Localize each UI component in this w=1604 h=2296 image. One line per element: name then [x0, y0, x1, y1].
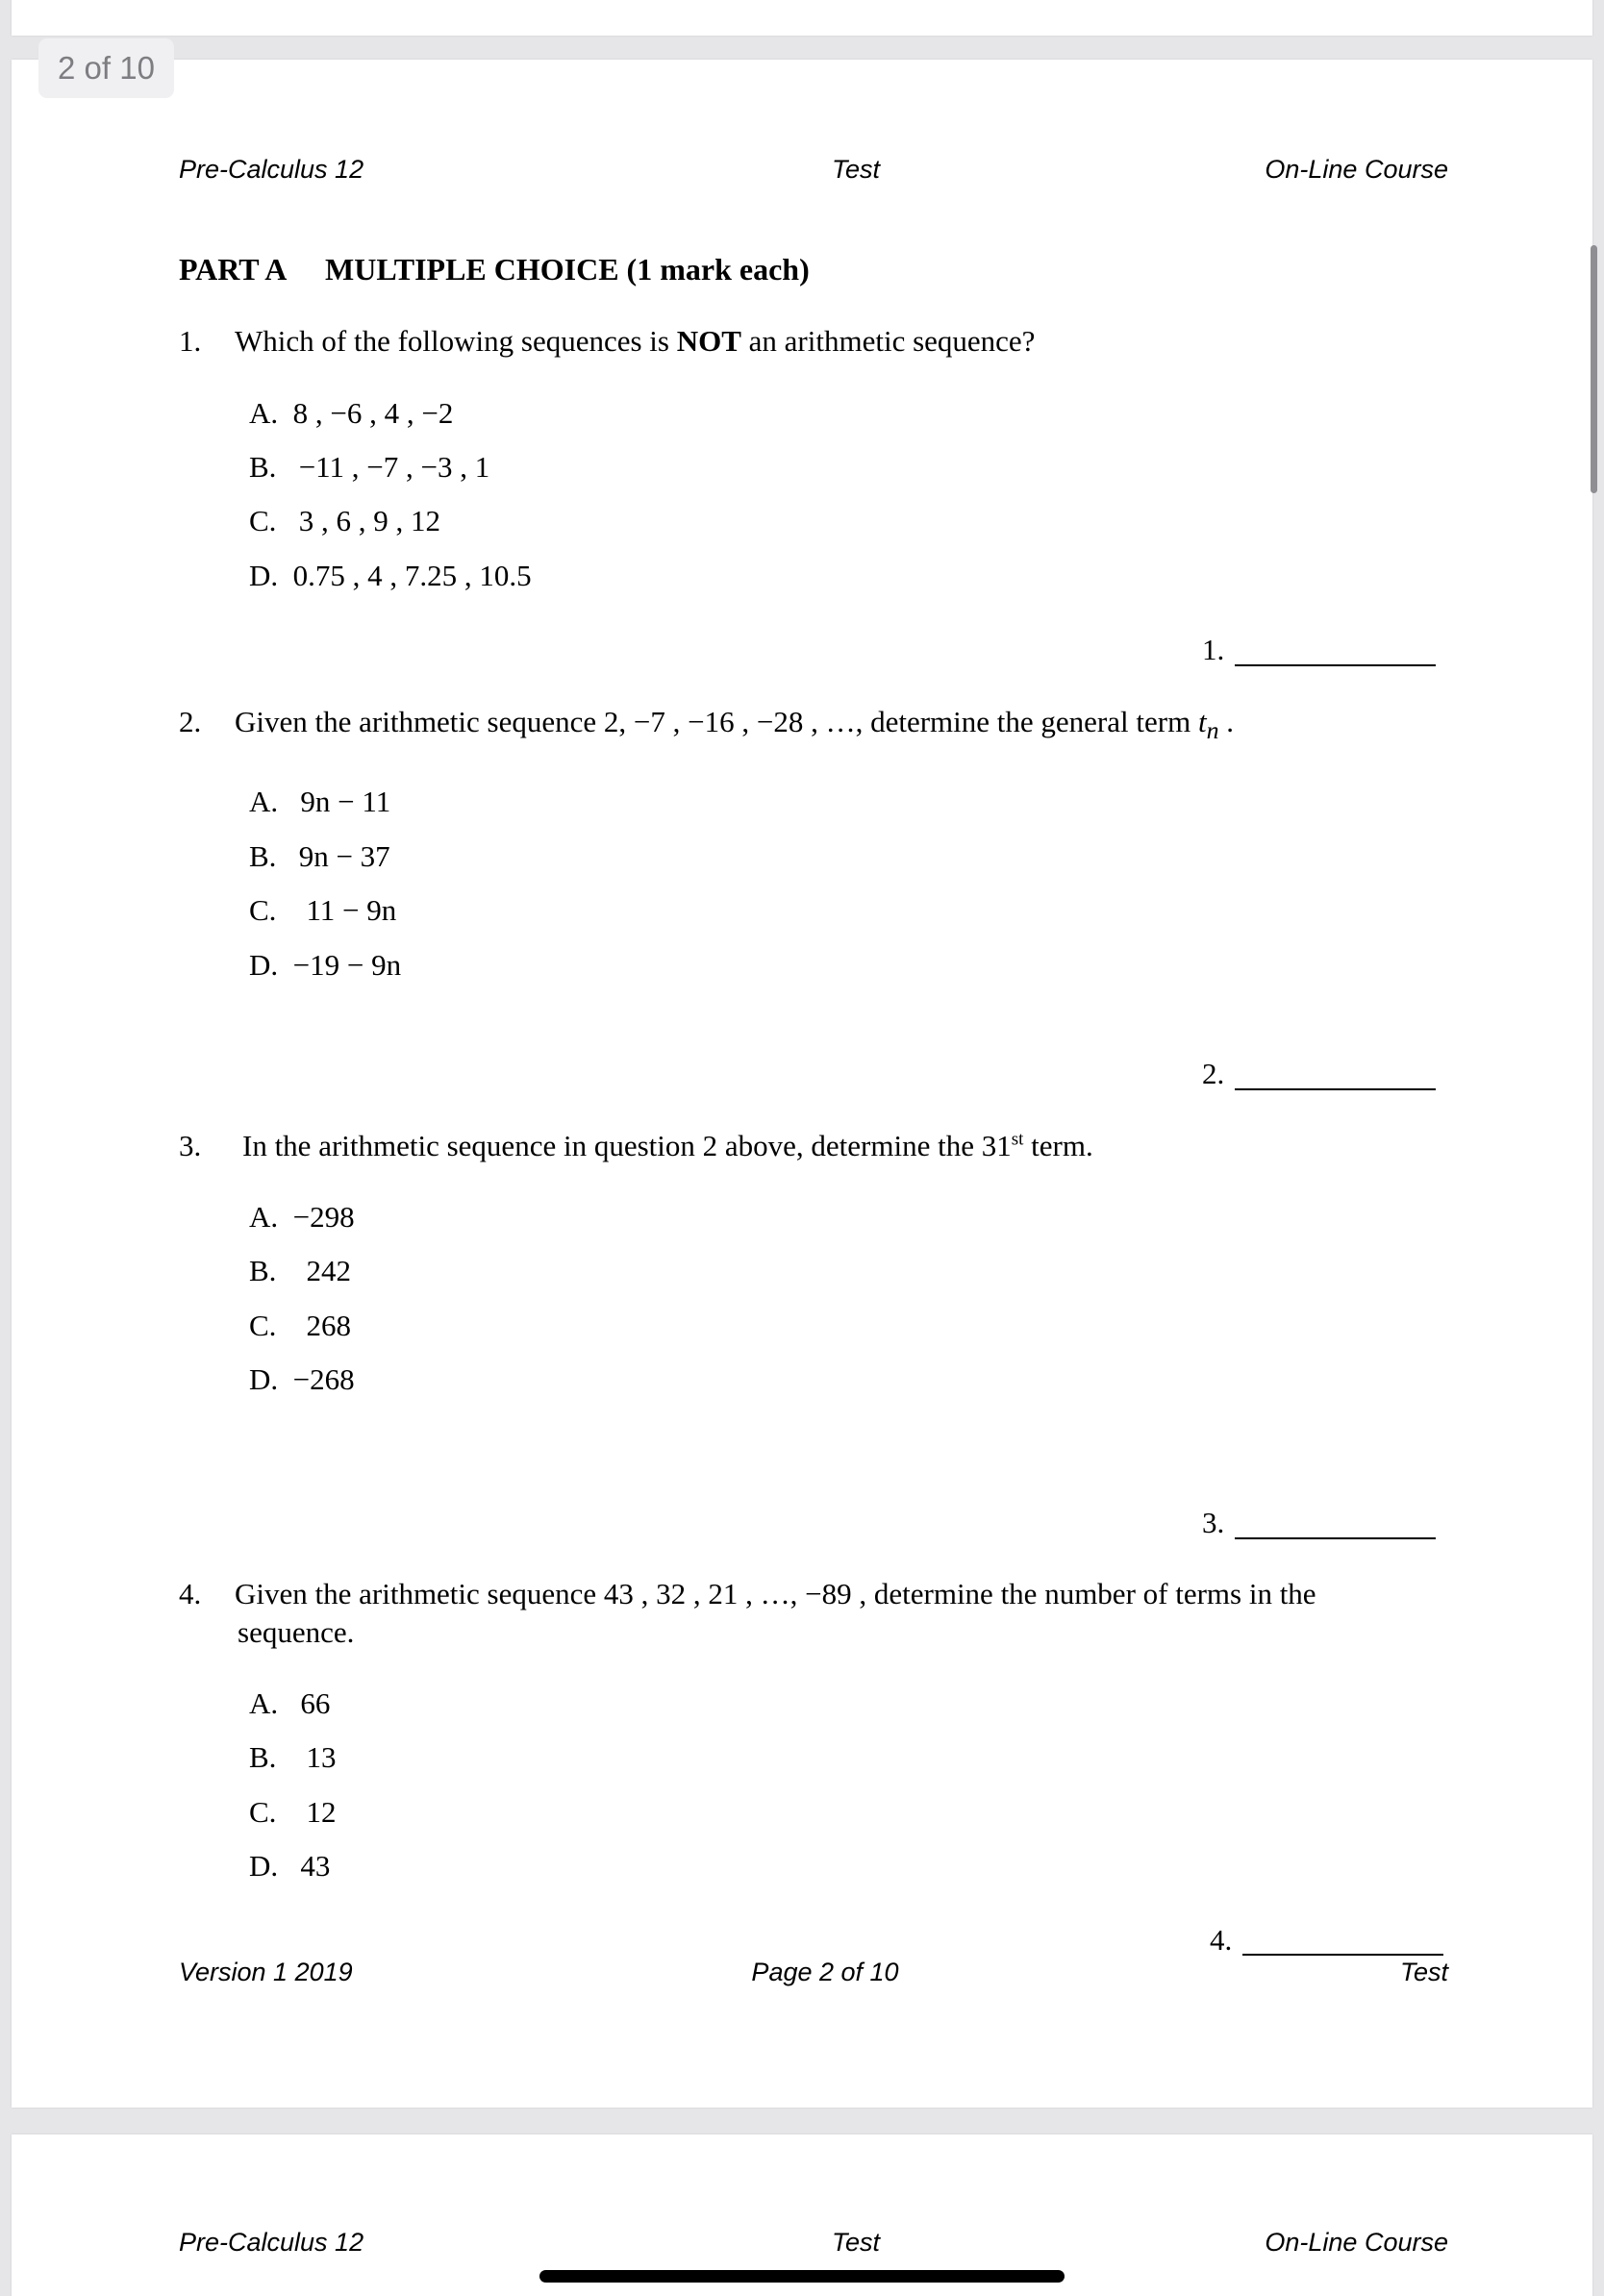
question-1-option-a: A. 8 , −6 , 4 , −2: [249, 396, 454, 430]
question-2-text: Given the arithmetic sequence 2, −7 , −16 , −28 , …, determine the general term $t_n$ .: [235, 705, 1234, 745]
question-1-text: Which of the following sequences is NOT an arithmetic sequence?: [235, 324, 1036, 358]
question-4-option-b: B. 13: [249, 1740, 337, 1774]
answer-label-2: 2.: [1202, 1057, 1225, 1090]
question-4-option-d: D. 43: [249, 1849, 331, 1883]
question-1-option-b: B. −11 , −7 , −3 , 1: [249, 450, 490, 484]
next-page-header-type: Test: [831, 2228, 881, 2257]
question-4-option-c: C. 12: [249, 1795, 337, 1829]
header-type: Test: [831, 155, 881, 184]
question-1-option-c: C. 3 , 6 , 9 , 12: [249, 504, 440, 537]
question-1-option-d: D. 0.75 , 4 , 7.25 , 10.5: [249, 559, 532, 592]
question-3-option-d: D. −268: [249, 1362, 355, 1396]
answer-blank-4[interactable]: [1242, 1954, 1443, 1956]
answer-label-1: 1.: [1202, 633, 1225, 666]
header-course: Pre-Calculus 12: [179, 155, 364, 184]
home-indicator[interactable]: [539, 2270, 1065, 2283]
question-2-option-c: C. 11 − 9n: [249, 893, 397, 927]
page-indicator: 2 of 10: [38, 38, 174, 98]
question-4-text-line2: sequence.: [238, 1615, 355, 1649]
next-page-header-course: Pre-Calculus 12: [179, 2228, 364, 2257]
question-3-number: 3.: [179, 1129, 202, 1162]
next-page-header-delivery: On-Line Course: [1265, 2228, 1448, 2257]
answer-label-3: 3.: [1202, 1506, 1225, 1539]
previous-page[interactable]: [12, 0, 1592, 36]
vertical-scrollbar[interactable]: [1591, 245, 1597, 493]
question-2-option-b: B. 9n − 37: [249, 839, 390, 873]
question-2-option-a: A. 9n − 11: [249, 785, 391, 818]
question-3-option-c: C. 268: [249, 1309, 351, 1342]
question-4-number: 4.: [179, 1577, 202, 1610]
footer-page-number: Page 2 of 10: [751, 1958, 899, 1986]
question-3-text: In the arithmetic sequence in question 2 above, determine the 31st term.: [242, 1129, 1093, 1162]
part-title: MULTIPLE CHOICE (1 mark each): [325, 252, 810, 287]
footer-version: Version 1 2019: [179, 1958, 353, 1986]
answer-blank-1[interactable]: [1235, 664, 1436, 666]
question-4-option-a: A. 66: [249, 1686, 331, 1720]
question-3-option-b: B. 242: [249, 1254, 351, 1287]
header-delivery: On-Line Course: [1265, 155, 1448, 184]
question-2-option-d: D. −19 − 9n: [249, 948, 402, 982]
answer-blank-2[interactable]: [1235, 1088, 1436, 1090]
footer-type: Test: [1399, 1958, 1448, 1986]
answer-blank-3[interactable]: [1235, 1537, 1436, 1539]
question-1-number: 1.: [179, 324, 202, 358]
part-label: PART A: [179, 252, 288, 287]
question-4-text-line1: Given the arithmetic sequence 43 , 32 , 21 , …, −89 , determine the number of terms in the: [235, 1577, 1316, 1610]
answer-label-4: 4.: [1210, 1923, 1233, 1957]
question-3-option-a: A. −298: [249, 1200, 355, 1234]
question-2-number: 2.: [179, 705, 202, 738]
